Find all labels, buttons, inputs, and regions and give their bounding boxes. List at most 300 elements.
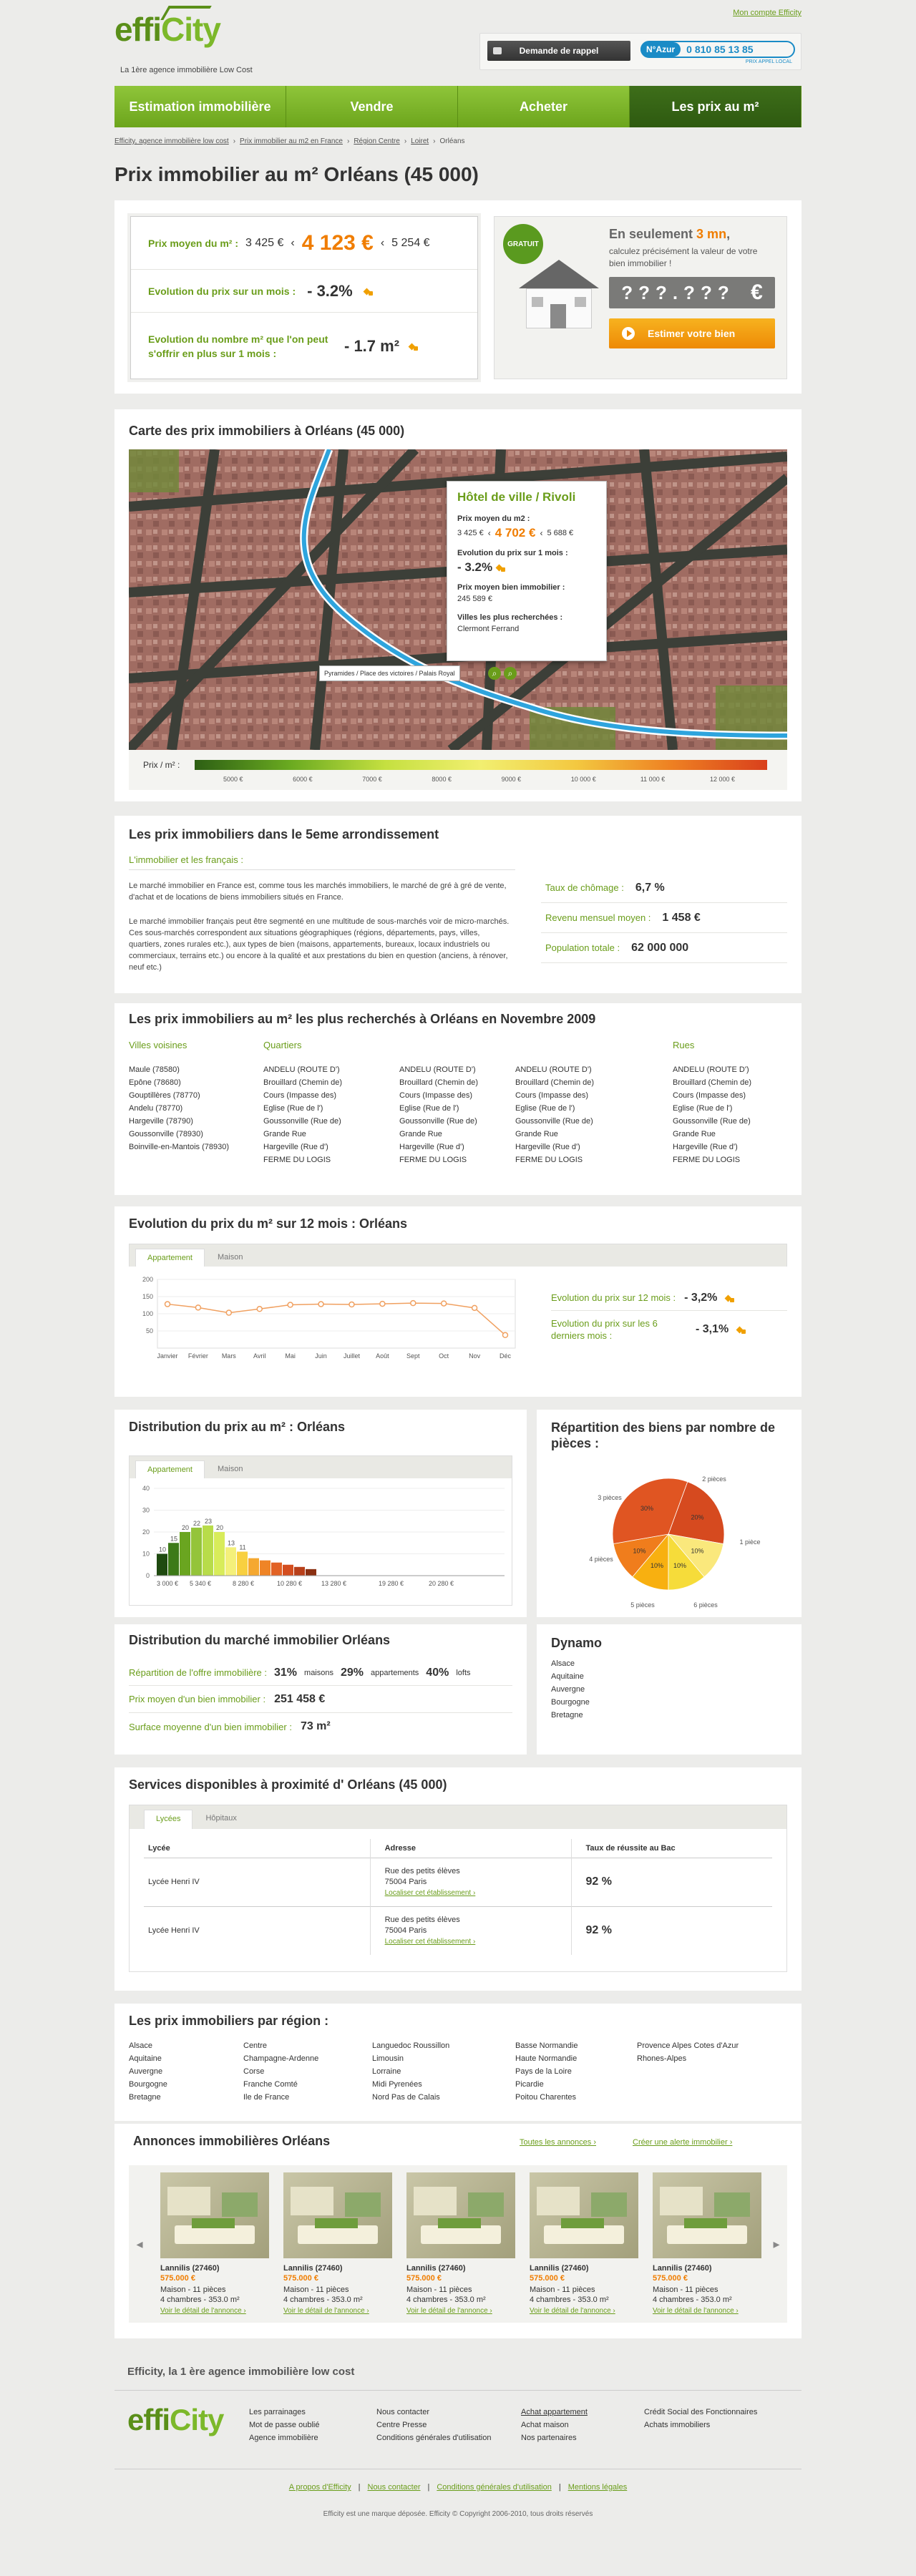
- region-link[interactable]: Rhones-Alpes: [637, 2054, 687, 2063]
- bar: [271, 1563, 282, 1576]
- scale-ticks: [195, 776, 767, 786]
- nav-prix-m2[interactable]: Les prix au m²: [630, 86, 802, 127]
- quartier-link[interactable]: ANDELU (ROUTE D'): [515, 1065, 592, 1074]
- footer-link[interactable]: Centre Presse: [376, 2421, 427, 2429]
- bar-value-label: 20: [181, 1524, 190, 1531]
- zoom-in-icon[interactable]: ⌕: [488, 667, 501, 680]
- arrondissement-para1: Le marché immobilier en France est, comme tous les marchés immobiliers, le marché de gré à gré de vente, d'achat et de locations de biens immobiliers situés en France.: [129, 882, 507, 902]
- footer-bottom-link[interactable]: Mentions légales: [567, 2483, 628, 2492]
- dynamo-panel: [537, 1624, 802, 1755]
- listing-city: Lannilis (27460): [406, 2264, 466, 2273]
- regions-col-5: [637, 2039, 794, 2065]
- region-link[interactable]: Haute Normandie: [515, 2054, 578, 2063]
- pie-value-label: 30%: [640, 1505, 653, 1513]
- regions-col-4: [515, 2039, 637, 2104]
- arrondissement-subtitle: L'immobilier et les français :: [129, 854, 515, 870]
- dynamo-title: Dynamo: [551, 1636, 603, 1650]
- footer-bottom-link[interactable]: Nous contacter: [367, 2483, 421, 2492]
- data-point: [380, 1302, 385, 1307]
- region-link[interactable]: Languedoc Roussillon: [372, 2041, 450, 2050]
- y-tick-label: 0: [145, 1572, 150, 1579]
- regions-col-1: [129, 2039, 243, 2104]
- repartition-title: Répartition des biens par nombre de pièces :: [551, 1420, 776, 1450]
- distribution-panel: [114, 1410, 527, 1617]
- avg-price-value: 4 123 €: [301, 230, 374, 255]
- y-tick-label: 50: [145, 1327, 153, 1335]
- listing-photo[interactable]: [653, 2172, 761, 2258]
- left-arrow-icon: ‹: [291, 236, 295, 249]
- data-point: [472, 1305, 477, 1310]
- annonces-panel: [114, 2124, 802, 2338]
- quartier-link[interactable]: Goussonville (Rue de): [399, 1117, 477, 1126]
- breadcrumb-item[interactable]: Efficity, agence immobilière low cost: [114, 137, 229, 145]
- bar-value-label: 22: [193, 1519, 201, 1527]
- trend-icon: [497, 562, 507, 572]
- callback-button[interactable]: Demande de rappel: [487, 41, 630, 61]
- y-tick-label: 150: [142, 1293, 153, 1300]
- footer: [114, 2354, 802, 2569]
- data-point: [318, 1302, 323, 1307]
- listing-detail-link[interactable]: Voir le détail de l'annonce ›: [160, 2307, 246, 2315]
- tagline: La 1ère agence immobilière Low Cost: [120, 66, 253, 74]
- popup-avg-price-label: Prix moyen bien immobilier :: [457, 583, 565, 592]
- scale-tick: 8000 €: [432, 776, 452, 783]
- pie-slice-label: 4 pièces: [589, 1556, 613, 1563]
- phone-note: PRIX APPEL LOCAL: [745, 59, 792, 64]
- footer-col-2: [376, 2406, 512, 2444]
- region-link[interactable]: Corse: [243, 2067, 265, 2076]
- trend-icon: [364, 286, 374, 296]
- x-tick-label: 8 280 €: [233, 1580, 255, 1587]
- x-tick-label: Avril: [253, 1352, 266, 1360]
- quartier-link[interactable]: Goussonville (Rue de): [515, 1117, 593, 1126]
- region-link[interactable]: Centre: [243, 2041, 268, 2050]
- stat-12-months: Evolution du prix sur 12 mois : - 3,2%: [551, 1285, 787, 1311]
- regions-panel: [114, 2004, 802, 2121]
- rue-link[interactable]: Grande Rue: [673, 1130, 716, 1138]
- bar: [248, 1558, 259, 1576]
- footer-link[interactable]: Achat maison: [521, 2421, 569, 2429]
- evolution-m2-row: [131, 313, 477, 380]
- account-link[interactable]: Mon compte Efficity: [733, 9, 802, 17]
- listing-card[interactable]: [406, 2165, 515, 2323]
- table-row: Lycée Henri IV Rue des petits élèves 75004 Paris Localiser cet établissement › 92 %: [144, 1858, 772, 1906]
- bar-value-label: 20: [215, 1524, 224, 1531]
- bar: [191, 1528, 202, 1576]
- carousel: [129, 2165, 787, 2323]
- regions-title: Les prix immobiliers par région :: [129, 2014, 329, 2028]
- map-address-tag: Pyramides / Place des victoires / Palais Royal: [319, 665, 460, 681]
- ville-link[interactable]: Goussonville (78930): [129, 1130, 203, 1138]
- breadcrumb-item[interactable]: Région Centre: [354, 137, 400, 145]
- rue-link[interactable]: Cours (Impasse des): [673, 1091, 746, 1100]
- data-point: [226, 1310, 231, 1315]
- popup-avg-label: Prix moyen du m2 :: [457, 514, 530, 523]
- region-link[interactable]: Bretagne: [129, 2093, 161, 2102]
- market-panel: [114, 1624, 527, 1755]
- listing-card[interactable]: [653, 2165, 761, 2323]
- region-link[interactable]: Basse Normandie: [515, 2041, 578, 2050]
- footer-bottom-link[interactable]: Conditions générales d'utilisation: [437, 2483, 552, 2492]
- create-alert-link[interactable]: Créer une alerte immobilier ›: [633, 2138, 733, 2147]
- price-scale: [129, 750, 787, 790]
- rue-link[interactable]: ANDELU (ROUTE D'): [673, 1065, 749, 1074]
- distribution-title: Distribution du prix au m² : Orléans: [129, 1420, 346, 1434]
- quartier-link[interactable]: ANDELU (ROUTE D'): [263, 1065, 340, 1074]
- data-point: [442, 1301, 447, 1306]
- y-tick-label: 30: [142, 1506, 150, 1514]
- region-link[interactable]: Franche Comté: [243, 2080, 298, 2089]
- evolution-label: Evolution du prix sur un mois :: [148, 285, 296, 297]
- logo[interactable]: [114, 10, 220, 49]
- region-link[interactable]: Pays de la Loire: [515, 2067, 572, 2076]
- searched-title: Les prix immobiliers au m² les plus recherchés à Orléans en Novembre 2009: [129, 1012, 596, 1026]
- x-tick-label: Nov: [469, 1352, 481, 1360]
- map-popup: [447, 481, 607, 661]
- estimate-box: [494, 216, 787, 379]
- quartier-link[interactable]: Hargeville (Rue d'): [399, 1143, 464, 1151]
- quartier-link[interactable]: ANDELU (ROUTE D'): [399, 1065, 476, 1074]
- summary-box: [130, 216, 478, 379]
- quartier-link[interactable]: Grande Rue: [515, 1130, 558, 1138]
- region-link[interactable]: Limousin: [372, 2054, 404, 2063]
- map-panel: [114, 409, 802, 801]
- ville-link[interactable]: Andelu (78770): [129, 1104, 183, 1113]
- phone-label: N°Azur: [640, 42, 681, 57]
- listing-line1: Maison - 11 pièces: [406, 2285, 472, 2294]
- region-link[interactable]: Auvergne: [129, 2067, 163, 2076]
- arrondissement-para2: Le marché immobilier français peut être segmenté en une multitude de sous-marchés voir de micro-marchés. Ces sous-marchés correspondent aux situations géographiques (régions, départements, pays, villes, quartiers, zones rurales etc.), aux types de bien (maisons, appartements, bureaux, locaux industriels ou commerciaux, terrains etc.) ou encore à la qualité et aux prestations du bien en question (anciens, à rénover, neuf etc.): [129, 917, 510, 972]
- listing-line2: 4 chambres - 353.0 m²: [160, 2296, 240, 2304]
- arrondissement-stats: [541, 873, 787, 963]
- dynamo-link[interactable]: Bretagne: [551, 1711, 583, 1719]
- bar: [168, 1543, 179, 1576]
- listing-line1: Maison - 11 pièces: [530, 2285, 595, 2294]
- nav-acheter[interactable]: Acheter: [458, 86, 630, 127]
- estimate-subtitle: calculez précisément la valeur de votre bien immobilier !: [609, 246, 758, 268]
- listing-card[interactable]: [283, 2165, 392, 2323]
- stat-6-months: Evolution du prix sur les 6 derniers mois : - 3,1%: [551, 1311, 787, 1348]
- listing-card[interactable]: [530, 2165, 638, 2323]
- footer-link[interactable]: Nous contacter: [376, 2408, 429, 2416]
- dynamo-link[interactable]: Bourgogne: [551, 1698, 590, 1707]
- carousel-next-button[interactable]: ▸: [773, 2236, 780, 2251]
- region-link[interactable]: Aquitaine: [129, 2054, 162, 2063]
- ville-link[interactable]: Boinville-en-Mantois (78930): [129, 1143, 230, 1151]
- house-icon: [516, 260, 602, 331]
- stat-row: Revenu mensuel moyen : 1 458 €: [541, 903, 787, 933]
- listing-card[interactable]: [160, 2165, 269, 2323]
- breadcrumb-item[interactable]: Prix immobilier au m2 en France: [240, 137, 343, 145]
- region-link[interactable]: Lorraine: [372, 2067, 401, 2076]
- zoom-out-icon[interactable]: ⌕: [504, 667, 517, 680]
- arrondissement-panel: [114, 816, 802, 993]
- quartier-link[interactable]: Eglise (Rue de l'): [399, 1104, 459, 1113]
- scale-gradient: [195, 760, 767, 770]
- services-table-wrap: [129, 1829, 787, 1972]
- listing-detail-link[interactable]: Voir le détail de l'annonce ›: [653, 2307, 739, 2315]
- rue-link[interactable]: Eglise (Rue de l'): [673, 1104, 733, 1113]
- x-tick-label: 3 000 €: [157, 1580, 179, 1587]
- listing-photo[interactable]: [283, 2172, 392, 2258]
- dynamo-link[interactable]: Auvergne: [551, 1685, 585, 1694]
- table-header: Lycée Adresse Taux de réussite au Bac: [144, 1839, 772, 1858]
- data-point: [165, 1302, 170, 1307]
- avg-price-max: 5 254 €: [391, 236, 430, 249]
- pie-slice-label: 6 pièces: [693, 1601, 718, 1609]
- avg-price-label: Prix moyen du m² :: [148, 237, 239, 249]
- listing-photo[interactable]: [406, 2172, 515, 2258]
- footer-link[interactable]: Crédit Social des Fonctionnaires: [644, 2408, 758, 2416]
- scale-tick: 12 000 €: [710, 776, 736, 783]
- footer-col-3: [521, 2406, 643, 2444]
- bar: [203, 1526, 213, 1576]
- quartier-link[interactable]: FERME DU LOGIS: [515, 1156, 583, 1164]
- bar-value-label: 15: [170, 1535, 178, 1543]
- quartier-link[interactable]: FERME DU LOGIS: [263, 1156, 331, 1164]
- listing-line1: Maison - 11 pièces: [653, 2285, 718, 2294]
- region-link[interactable]: Bourgogne: [129, 2080, 167, 2089]
- dynamo-list: [551, 1657, 590, 1722]
- data-point: [349, 1302, 354, 1307]
- bar-value-label: 10: [158, 1546, 167, 1553]
- rue-link[interactable]: Brouillard (Chemin de): [673, 1078, 752, 1087]
- footer-col-4: [644, 2406, 802, 2431]
- contact-box: [479, 33, 802, 70]
- footer-link[interactable]: Les parrainages: [249, 2408, 306, 2416]
- y-tick-label: 100: [142, 1310, 153, 1317]
- footer-col-1: [249, 2406, 371, 2444]
- phone-icon: [493, 47, 502, 54]
- price-map[interactable]: [129, 449, 787, 750]
- tab-appartement[interactable]: Appartement: [135, 1460, 205, 1478]
- ville-link[interactable]: Epône (78680): [129, 1078, 181, 1087]
- all-annonces-link[interactable]: Toutes les annonces ›: [520, 2138, 597, 2147]
- bar: [214, 1532, 225, 1576]
- x-tick-label: Oct: [439, 1352, 449, 1360]
- avg-surface-row: Surface moyenne d'un bien immobilier : 73 m²: [129, 1720, 331, 1732]
- quartier-link[interactable]: FERME DU LOGIS: [399, 1156, 467, 1164]
- listing-photo[interactable]: [530, 2172, 638, 2258]
- stat-row: Taux de chômage : 6,7 %: [541, 873, 787, 903]
- tab-lycees[interactable]: Lycées: [144, 1810, 193, 1829]
- bar: [306, 1569, 316, 1576]
- scale-tick: 11 000 €: [640, 776, 666, 783]
- scale-tick: 10 000 €: [570, 776, 596, 783]
- quartier-link[interactable]: Brouillard (Chemin de): [263, 1078, 343, 1087]
- listing-line2: 4 chambres - 353.0 m²: [653, 2296, 732, 2304]
- house-roof-icon: [160, 6, 212, 20]
- bar: [237, 1551, 248, 1576]
- rue-link[interactable]: FERME DU LOGIS: [673, 1156, 741, 1164]
- breadcrumb-item: Orléans: [439, 137, 465, 145]
- rue-link[interactable]: Hargeville (Rue d'): [673, 1143, 738, 1151]
- listing-photo[interactable]: [160, 2172, 269, 2258]
- region-link[interactable]: Nord Pas de Calais: [372, 2093, 440, 2102]
- scale-tick: 6000 €: [293, 776, 313, 783]
- region-link[interactable]: Ile de France: [243, 2093, 290, 2102]
- evolution-value: - 3.2%: [307, 281, 353, 300]
- series-line: [167, 1303, 505, 1335]
- x-tick-label: 5 340 €: [190, 1580, 212, 1587]
- ville-link[interactable]: Maule (78580): [129, 1065, 180, 1074]
- x-tick-label: Déc: [499, 1352, 512, 1360]
- quartier-link[interactable]: Eglise (Rue de l'): [263, 1104, 323, 1113]
- listing-city: Lannilis (27460): [653, 2264, 712, 2273]
- quartier-link[interactable]: Cours (Impasse des): [515, 1091, 589, 1100]
- dynamo-link[interactable]: Alsace: [551, 1659, 575, 1668]
- x-tick-label: Juin: [315, 1352, 327, 1360]
- scale-tick: 7000 €: [362, 776, 382, 783]
- pie-value-label: 10%: [673, 1561, 686, 1569]
- pie-value-label: 10%: [650, 1561, 663, 1569]
- evolution-tabs: [129, 1244, 787, 1267]
- evolution-row: [131, 270, 477, 313]
- offer-row: Répartition de l'offre immobilière : 31% maisons 29% appartements 40% lofts: [129, 1660, 512, 1686]
- quartier-link[interactable]: Grande Rue: [399, 1130, 442, 1138]
- pie-slice-label: 2 pièces: [702, 1475, 726, 1483]
- region-link[interactable]: Alsace: [129, 2041, 153, 2050]
- market-title: Distribution du marché immobilier Orléans: [129, 1633, 391, 1647]
- listing-detail-link[interactable]: Voir le détail de l'annonce ›: [283, 2307, 369, 2315]
- tab-maison[interactable]: Maison: [206, 1460, 254, 1478]
- ville-link[interactable]: Hargeville (78790): [129, 1117, 193, 1126]
- stat-row: Population totale : 62 000 000: [541, 933, 787, 963]
- listing-detail-link[interactable]: Voir le détail de l'annonce ›: [406, 2307, 492, 2315]
- popup-title: Hôtel de ville / Rivoli: [457, 490, 576, 504]
- avg-price-min: 3 425 €: [245, 236, 284, 249]
- quartier-link[interactable]: Grande Rue: [263, 1130, 306, 1138]
- evolution-line-chart: [129, 1268, 530, 1387]
- footer-link[interactable]: Achat appartement: [521, 2408, 588, 2416]
- region-link[interactable]: Midi Pyrenées: [372, 2080, 422, 2089]
- regions-col-3: [372, 2039, 508, 2104]
- evolution-m2-value: - 1.7 m²: [344, 337, 400, 355]
- quartier-link[interactable]: Hargeville (Rue d'): [515, 1143, 580, 1151]
- x-tick-label: Août: [376, 1352, 389, 1360]
- page-title: Prix immobilier au m² Orléans (45 000): [114, 163, 479, 185]
- region-link[interactable]: Poitou Charentes: [515, 2093, 576, 2102]
- data-point: [195, 1305, 200, 1310]
- data-point: [288, 1302, 293, 1307]
- nav-estimation[interactable]: Estimation immobilière: [114, 86, 286, 127]
- quartier-link[interactable]: Cours (Impasse des): [263, 1091, 337, 1100]
- quartier-link[interactable]: Brouillard (Chemin de): [515, 1078, 595, 1087]
- bar: [260, 1561, 271, 1576]
- carousel-prev-button[interactable]: ◂: [136, 2236, 143, 2251]
- annonces-title: Annonces immobilières Orléans: [133, 2134, 331, 2148]
- region-link[interactable]: Picardie: [515, 2080, 544, 2089]
- quartier-link[interactable]: Cours (Impasse des): [399, 1091, 473, 1100]
- footer-link[interactable]: Conditions générales d'utilisation: [376, 2434, 492, 2442]
- searched-panel: [114, 1003, 802, 1195]
- summary-panel: [114, 200, 802, 394]
- x-tick-label: 20 280 €: [429, 1580, 454, 1587]
- listing-city: Lannilis (27460): [530, 2264, 589, 2273]
- distribution-bar-chart: [129, 1478, 512, 1606]
- x-tick-label: Mars: [221, 1352, 236, 1360]
- listing-price: 575.000 €: [530, 2274, 565, 2283]
- rue-link[interactable]: Goussonville (Rue de): [673, 1117, 751, 1126]
- villes-list: Villes voisines Maule (78580) Epône (78680) Gouptillères (78770) Andelu (78770) Hargeville (78790) Goussonville (78930) Boinville-en-Mantois (78930): [129, 1039, 250, 1153]
- listing-detail-link[interactable]: Voir le détail de l'annonce ›: [530, 2307, 615, 2315]
- listing-price: 575.000 €: [406, 2274, 442, 2283]
- quartier-link[interactable]: Goussonville (Rue de): [263, 1117, 341, 1126]
- evolution-stats: [551, 1285, 787, 1348]
- breadcrumb-item[interactable]: Loiret: [411, 137, 429, 145]
- arrondissement-title: Les prix immobiliers dans le 5eme arrondissement: [129, 827, 439, 841]
- popup-evo-row: - 3.2%: [457, 560, 596, 575]
- footer-link[interactable]: Agence immobilière: [249, 2434, 318, 2442]
- listing-price: 575.000 €: [283, 2274, 318, 2283]
- estimate-title: En seulement 3 mn,: [609, 227, 731, 241]
- x-tick-label: 19 280 €: [379, 1580, 404, 1587]
- popup-avg-row: 3 425 € ‹ 4 702 € ‹ 5 688 €: [457, 526, 574, 540]
- nav-vendre[interactable]: Vendre: [286, 86, 458, 127]
- estimate-button[interactable]: Estimer votre bien: [609, 318, 775, 348]
- right-arrow-icon: ‹: [380, 236, 385, 249]
- bar: [283, 1565, 293, 1576]
- tab-hopitaux[interactable]: Hôpitaux: [194, 1810, 248, 1829]
- footer-link[interactable]: Mot de passe oublié: [249, 2421, 320, 2429]
- evolution-panel: [114, 1206, 802, 1397]
- footer-tagline: Efficity, la 1 ère agence immobilière low cost: [127, 2366, 355, 2378]
- locate-link[interactable]: Localiser cet établissement ›: [384, 1888, 476, 1897]
- dynamo-link[interactable]: Aquitaine: [551, 1672, 584, 1681]
- avg-price-row: Prix moyen d'un bien immobilier : 251 458 €: [129, 1686, 512, 1713]
- ville-link[interactable]: Gouptillères (78770): [129, 1091, 200, 1100]
- popup-cities-label: Villes les plus recherchées :: [457, 613, 563, 622]
- footer-link[interactable]: Nos partenaires: [521, 2434, 577, 2442]
- listing-cards: [160, 2165, 761, 2323]
- tab-maison[interactable]: Maison: [206, 1249, 254, 1267]
- bar: [225, 1547, 236, 1576]
- bar-value-label: 11: [239, 1543, 246, 1551]
- quartiers-list-2: [399, 1063, 514, 1166]
- breadcrumb: Efficity, agence immobilière low cost › Prix immobilier au m2 en France › Région Centre › Loiret › Orléans: [114, 137, 465, 145]
- y-tick-label: 10: [142, 1550, 150, 1558]
- bar: [157, 1554, 167, 1576]
- footer-bottom-link[interactable]: A propos d'Efficity: [288, 2483, 351, 2492]
- locate-link[interactable]: Localiser cet établissement ›: [384, 1937, 476, 1946]
- avg-price-row: [131, 217, 477, 270]
- bar-value-label: 13: [227, 1539, 235, 1547]
- tab-appartement[interactable]: Appartement: [135, 1249, 205, 1267]
- data-point: [503, 1332, 508, 1337]
- quartier-link[interactable]: Brouillard (Chemin de): [399, 1078, 479, 1087]
- repartition-pie-chart: [537, 1464, 802, 1614]
- popup-avg-price-value: 245 589 €: [457, 595, 492, 603]
- trend-icon: [737, 1324, 747, 1335]
- repartition-panel: [537, 1410, 802, 1617]
- y-tick-label: 40: [142, 1485, 150, 1492]
- pie-slice-label: 5 pièces: [630, 1601, 655, 1609]
- listing-line2: 4 chambres - 353.0 m²: [530, 2296, 609, 2304]
- data-point: [257, 1307, 262, 1312]
- pie-slice-label: 1 pièce: [739, 1538, 761, 1546]
- quartier-link[interactable]: Hargeville (Rue d'): [263, 1143, 328, 1151]
- listing-price: 575.000 €: [653, 2274, 688, 2283]
- quartiers-list-1: Quartiers ANDELU (ROUTE D') Brouillard (Chemin de) Cours (Impasse des) Eglise (Rue de l') Goussonville (Rue de) Grande Rue Hargeville (Rue d') FERME DU LOGIS: [263, 1039, 399, 1166]
- region-link[interactable]: Champagne-Ardenne: [243, 2054, 319, 2063]
- price-mask: ???.??? €: [609, 277, 775, 308]
- footer-link[interactable]: Achats immobiliers: [644, 2421, 711, 2429]
- region-link[interactable]: Provence Alpes Cotes d'Azur: [637, 2041, 739, 2050]
- services-tabs: [129, 1805, 787, 1829]
- footer-logo[interactable]: effiCity: [127, 2403, 224, 2436]
- map-title: Carte des prix immobiliers à Orléans (45 000): [129, 424, 405, 438]
- quartier-link[interactable]: Eglise (Rue de l'): [515, 1104, 575, 1113]
